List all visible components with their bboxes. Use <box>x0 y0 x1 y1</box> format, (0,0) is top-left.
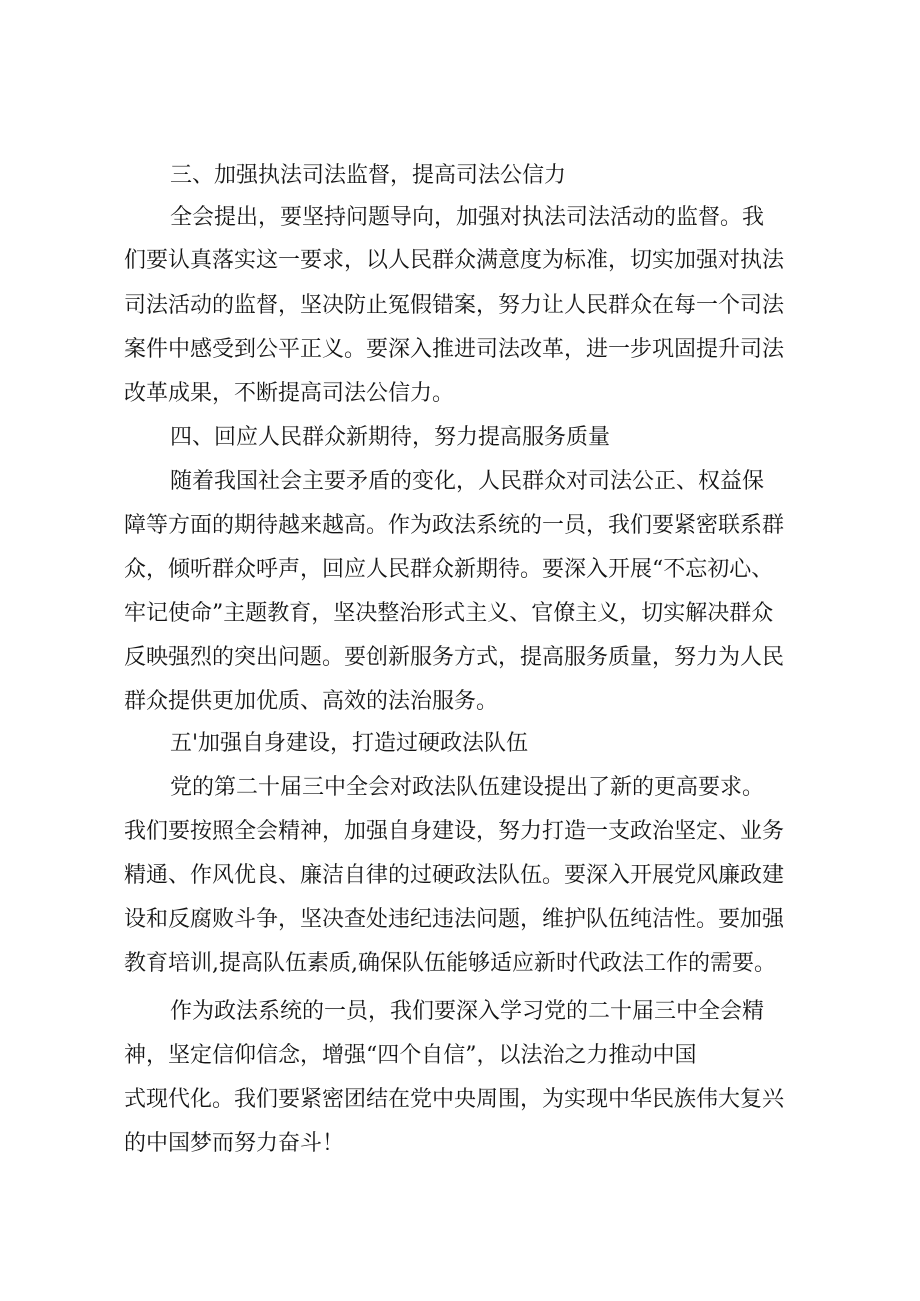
heading-section-4: 四、回应人民群众新期待，努力提高服务质量 <box>170 425 611 450</box>
paragraph-line: 党的第二十届三中全会对政法队伍建设提出了新的更高要求。 <box>170 775 765 800</box>
paragraph-line: 众，倾听群众呼声，回应人民群众新期待。要深入开展“不忘初心、 <box>124 557 774 582</box>
paragraph-line: 反映强烈的突出问题。要创新服务方式，提高服务质量，努力为人民 <box>124 645 785 670</box>
paragraph-line: 作为政法系统的一员，我们要深入学习党的二十届三中全会精 <box>170 999 765 1024</box>
paragraph-line: 精通、作风优良、廉洁自律的过硬政法队伍。要深入开展党风廉政建 <box>124 863 785 888</box>
paragraph-line: 设和反腐败斗争，坚决查处违纪违法问题，维护队伍纯洁性。要加强 <box>124 907 785 932</box>
paragraph-line: 障等方面的期待越来越高。作为政法系统的一员，我们要紧密联系群 <box>124 513 785 538</box>
paragraph-line: 牢记使命”主题教育，坚决整治形式主义、官僚主义，切实解决群众 <box>124 601 774 626</box>
paragraph-line: 教育培训,提高队伍素质,确保队伍能够适应新时代政法工作的需要。 <box>124 951 776 976</box>
paragraph-line: 的中国梦而努力奋斗！ <box>124 1131 345 1156</box>
heading-section-5: 五'加强自身建设，打造过硬政法队伍 <box>170 731 529 756</box>
paragraph-line: 我们要按照全会精神，加强自身建设，努力打造一支政治坚定、业务 <box>124 819 785 844</box>
paragraph-line: 式现代化。我们要紧密团结在党中央周围，为实现中华民族伟大复兴 <box>124 1087 785 1112</box>
paragraph-line: 全会提出，要坚持问题导向，加强对执法司法活动的监督。我 <box>170 205 765 230</box>
paragraph-line: 们要认真落实这一要求，以人民群众满意度为标准，切实加强对执法 <box>124 248 785 273</box>
paragraph-line: 随着我国社会主要矛盾的变化，人民群众对司法公正、权益保 <box>170 469 765 494</box>
paragraph-line: 改革成果，不断提高司法公信力。 <box>124 381 455 406</box>
paragraph-line: 司法活动的监督，坚决防止冤假错案，努力让人民群众在每一个司法 <box>124 293 785 318</box>
paragraph-line: 群众提供更加优质、高效的法治服务。 <box>124 689 499 714</box>
paragraph-line: 案件中感受到公平正义。要深入推进司法改革，进一步巩固提升司法 <box>124 337 785 362</box>
paragraph-line: 神，坚定信仰信念，增强“四个自信”，以法治之力推动中国 <box>124 1043 697 1068</box>
heading-section-3: 三、加强执法司法监督，提高司法公信力 <box>170 163 567 188</box>
